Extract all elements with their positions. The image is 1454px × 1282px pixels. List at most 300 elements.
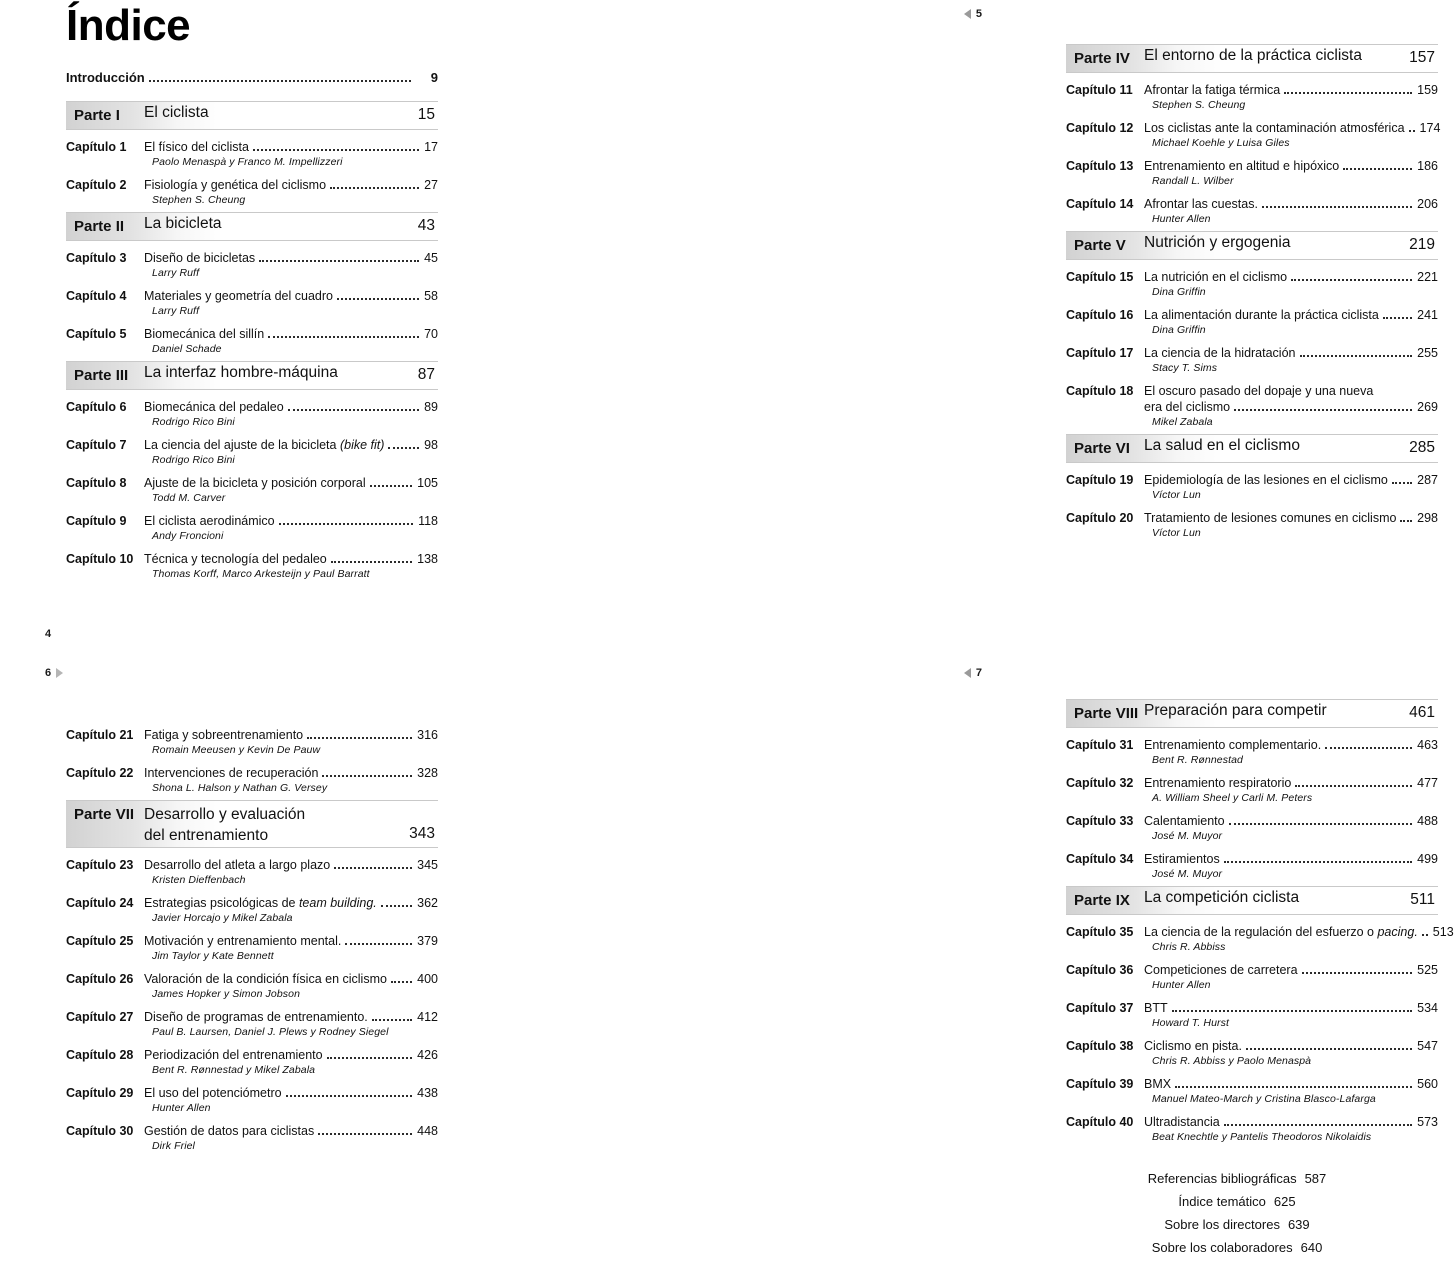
chapter-number: Capítulo 28 <box>66 1048 134 1062</box>
chapter-title: Epidemiología de las lesiones en el ciclismo <box>1144 473 1388 487</box>
leader-dots <box>1284 92 1412 94</box>
chapter-title-line2: era del ciclismo <box>1144 400 1231 414</box>
chevron-left-icon <box>964 668 971 678</box>
chapter-authors: Shona L. Halson y Nathan G. Versey <box>152 782 328 794</box>
chapter-line <box>1066 159 1438 174</box>
chevron-left-icon <box>964 9 971 19</box>
leader-dots <box>318 1133 412 1135</box>
chapter-line <box>1066 511 1438 526</box>
part-title: La bicicleta <box>144 215 222 233</box>
chapter-entry[interactable] <box>1066 159 1438 187</box>
chapter-title: Biomecánica del sillín <box>144 327 265 341</box>
chapter-number: Capítulo 32 <box>1066 776 1134 790</box>
chapter-line <box>66 896 438 911</box>
chapter-number: Capítulo 40 <box>1066 1115 1134 1129</box>
part-header[interactable] <box>1066 231 1438 260</box>
chapter-authors: Dina Griffin <box>1152 286 1206 298</box>
chapter-page: 159 <box>1417 83 1438 97</box>
leader-dots <box>1392 482 1412 484</box>
back-matter-row[interactable] <box>1066 1217 1408 1232</box>
chapter-page: 58 <box>424 289 438 303</box>
chapter-authors: Thomas Korff, Marco Arkesteijn y Paul Barratt <box>152 568 370 580</box>
chapter-authors: Rodrigo Rico Bini <box>152 416 235 428</box>
chapter-line <box>1066 925 1454 940</box>
chapter-entry[interactable] <box>1066 852 1438 880</box>
chapter-line <box>1066 83 1438 98</box>
back-matter-label: Sobre los directores <box>1164 1217 1280 1232</box>
chapter-title: Periodización del entrenamiento <box>144 1048 323 1062</box>
part-header[interactable] <box>66 101 438 130</box>
chapter-entry[interactable] <box>66 728 438 756</box>
chapter-number: Capítulo 12 <box>1066 121 1134 135</box>
leader-dots <box>1302 972 1413 974</box>
back-matter-label: Índice temático <box>1178 1194 1266 1209</box>
chapter-entry[interactable] <box>66 251 438 279</box>
part-header[interactable] <box>1066 44 1438 73</box>
back-matter-page: 625 <box>1273 1194 1296 1209</box>
leader-dots <box>1172 1010 1413 1012</box>
part-number: Parte II <box>74 218 125 235</box>
part-number: Parte I <box>74 107 120 124</box>
leader-dots <box>1262 206 1412 208</box>
part-page: 511 <box>1410 891 1435 908</box>
chapter-title: La ciencia del ajuste de la bicicleta (bike fit) <box>144 438 385 452</box>
part-number: Parte III <box>74 367 129 384</box>
chapter-page: 426 <box>417 1048 438 1062</box>
intro-label: Introducción <box>66 70 145 85</box>
chapter-title: Fatiga y sobreentrenamiento <box>144 728 304 742</box>
part-page: 285 <box>1409 439 1435 456</box>
chapter-number: Capítulo 11 <box>1066 83 1133 97</box>
chapter-entry[interactable] <box>66 289 438 317</box>
chapter-line <box>1066 384 1438 398</box>
chapter-title: El uso del potenciómetro <box>144 1086 282 1100</box>
chapter-authors: Mikel Zabala <box>1152 416 1213 428</box>
part-page: 343 <box>409 825 435 842</box>
chapter-authors: Stephen S. Cheung <box>152 194 246 206</box>
chapter-title: Afrontar la fatiga térmica <box>1144 83 1281 97</box>
chapter-line <box>66 972 438 987</box>
page-number-marker-5 <box>964 8 982 20</box>
chapter-line <box>1066 473 1438 488</box>
chapter-entry[interactable] <box>66 1010 438 1038</box>
chapter-authors: Chris R. Abbiss y Paolo Menaspà <box>1152 1055 1312 1067</box>
chapter-number: Capítulo 39 <box>1066 1077 1134 1091</box>
part-header[interactable] <box>66 800 438 848</box>
chapter-entry[interactable] <box>1066 308 1438 336</box>
chapter-title: Desarrollo del atleta a largo plazo <box>144 858 331 872</box>
chapter-number: Capítulo 24 <box>66 896 134 910</box>
spread-bottom <box>0 655 1454 1282</box>
chapter-page: 17 <box>424 140 438 154</box>
chapter-title: Entrenamiento respiratorio <box>1144 776 1292 790</box>
chapter-number: Capítulo 7 <box>66 438 127 452</box>
chapter-line <box>66 400 438 415</box>
chapter-line <box>1066 1115 1438 1130</box>
chapter-authors: Javier Horcajo y Mikel Zabala <box>152 912 293 924</box>
chapter-line <box>66 476 438 491</box>
chapter-number: Capítulo 29 <box>66 1086 134 1100</box>
page-number-marker-7 <box>964 667 982 679</box>
chapter-title: Los ciclistas ante la contaminación atmosférica <box>1144 121 1405 135</box>
chapter-entry[interactable] <box>1066 1039 1438 1067</box>
leader-dots <box>1383 317 1412 319</box>
chapter-page: 221 <box>1417 270 1438 284</box>
chapter-number: Capítulo 17 <box>1066 346 1134 360</box>
chapter-number: Capítulo 20 <box>1066 511 1134 525</box>
chapter-title: La nutrición en el ciclismo <box>1144 270 1288 284</box>
chapter-entry[interactable] <box>1066 346 1438 374</box>
chapter-title: Materiales y geometría del cuadro <box>144 289 333 303</box>
chapter-title: La ciencia de la hidratación <box>1144 346 1296 360</box>
chapter-number: Capítulo 5 <box>66 327 127 341</box>
chapter-number: Capítulo 25 <box>66 934 134 948</box>
chapter-title: El oscuro pasado del dopaje y una nueva <box>1144 384 1374 398</box>
chapter-entry[interactable] <box>66 934 438 962</box>
chapter-entry[interactable] <box>66 140 438 168</box>
chapter-authors: Bent R. Rønnestad <box>1152 754 1243 766</box>
chapter-authors: Manuel Mateo-March y Cristina Blasco-Lafarga <box>1152 1093 1376 1105</box>
part-number: Parte VI <box>1074 440 1130 457</box>
chapter-page: 316 <box>417 728 438 742</box>
chapter-number: Capítulo 36 <box>1066 963 1134 977</box>
part-number: Parte V <box>1074 237 1126 254</box>
chapter-title: El ciclista aerodinámico <box>144 514 275 528</box>
page-5 <box>500 0 1441 627</box>
chapter-entry[interactable] <box>1066 511 1438 539</box>
leader-dots <box>279 523 413 525</box>
chapter-number: Capítulo 22 <box>66 766 134 780</box>
part-number: Parte VII <box>74 806 135 823</box>
chapter-line <box>1066 197 1438 212</box>
chapter-page: 98 <box>424 438 438 452</box>
page-title: Índice <box>66 1 191 50</box>
page-6 <box>0 655 500 1282</box>
back-matter-page: 587 <box>1304 1171 1327 1186</box>
chapter-number: Capítulo 35 <box>1066 925 1134 939</box>
chapter-line <box>1066 814 1438 829</box>
chapter-entry[interactable] <box>1066 121 1441 149</box>
chapter-title: Estiramientos <box>1144 852 1220 866</box>
chapter-number: Capítulo 6 <box>66 400 127 414</box>
leader-dots <box>1400 520 1412 522</box>
chapter-number: Capítulo 21 <box>66 728 134 742</box>
chapter-title: Motivación y entrenamiento mental. <box>144 934 342 948</box>
chapter-number: Capítulo 8 <box>66 476 127 490</box>
chapter-authors: Jim Taylor y Kate Bennett <box>152 950 274 962</box>
chapter-entry[interactable] <box>1066 738 1438 766</box>
part-header[interactable] <box>1066 886 1438 915</box>
chapter-number: Capítulo 10 <box>66 552 134 566</box>
chapter-title: La alimentación durante la práctica ciclista <box>1144 308 1379 322</box>
chapter-title: Afrontar las cuestas. <box>1144 197 1258 211</box>
page-7 <box>500 655 1454 1282</box>
intro-page: 9 <box>430 70 438 85</box>
back-matter-list <box>1066 1171 1438 1255</box>
chapter-line <box>66 289 438 304</box>
chapter-page: 118 <box>418 514 438 528</box>
chapter-title: Gestión de datos para ciclistas <box>144 1124 315 1138</box>
chapter-line <box>66 251 438 266</box>
chapter-title: Valoración de la condición física en ciclismo <box>144 972 387 986</box>
chapter-number: Capítulo 3 <box>66 251 127 265</box>
chapter-number: Capítulo 18 <box>1066 384 1134 398</box>
leader-dots <box>1409 130 1415 132</box>
chapter-number: Capítulo 13 <box>1066 159 1134 173</box>
intro-row[interactable] <box>66 70 438 95</box>
chapter-line <box>66 1086 438 1101</box>
chapter-page: 298 <box>1417 511 1438 525</box>
chapter-entry[interactable] <box>66 476 438 504</box>
chapter-number: Capítulo 4 <box>66 289 127 303</box>
chapter-line <box>1066 121 1441 136</box>
part-title: El ciclista <box>144 104 209 122</box>
chapter-authors: Daniel Schade <box>152 343 222 355</box>
chapter-entry[interactable] <box>66 1086 438 1114</box>
chapter-authors: Paolo Menaspà y Franco M. Impellizzeri <box>152 156 343 168</box>
chapter-entry[interactable] <box>1066 384 1438 428</box>
chapter-authors: José M. Muyor <box>1152 830 1223 842</box>
page-number-4: 4 <box>45 628 52 640</box>
chapter-entry[interactable] <box>66 1048 438 1076</box>
page-number-7: 7 <box>975 667 982 679</box>
chapter-title: Estrategias psicológicas de team building. <box>144 896 377 910</box>
chapter-line <box>1066 1039 1438 1054</box>
chapter-entry[interactable] <box>1066 1001 1438 1029</box>
back-matter-row[interactable] <box>1066 1240 1408 1255</box>
chapter-entry[interactable] <box>1066 963 1438 991</box>
chapter-authors: Bent R. Rønnestad y Mikel Zabala <box>152 1064 316 1076</box>
chapter-entry[interactable] <box>1066 1115 1438 1143</box>
chapter-page: 174 <box>1419 121 1441 135</box>
chapter-number: Capítulo 15 <box>1066 270 1134 284</box>
chapter-page: 241 <box>1417 308 1438 322</box>
chapter-line <box>1066 963 1438 978</box>
part-header[interactable] <box>66 361 438 390</box>
leader-dots <box>322 775 412 777</box>
chapter-line <box>1066 308 1438 323</box>
chapter-entry[interactable] <box>1066 83 1438 111</box>
chapter-line <box>66 1124 438 1139</box>
chapter-number: Capítulo 2 <box>66 178 127 192</box>
part-page: 461 <box>1409 704 1435 721</box>
part-page: 43 <box>417 217 435 234</box>
chapter-page: 499 <box>1417 852 1438 866</box>
chapter-authors: Dirk Friel <box>152 1140 195 1152</box>
chapter-authors: Larry Ruff <box>152 305 200 317</box>
chapter-page: 287 <box>1417 473 1438 487</box>
leader-dots <box>1224 1124 1412 1126</box>
toc-page-5 <box>1066 38 1441 539</box>
part-page: 87 <box>417 366 435 383</box>
part-page: 157 <box>1409 49 1435 66</box>
part-title: Nutrición y ergogenia <box>1144 234 1291 252</box>
leader-dots <box>1175 1086 1412 1088</box>
leader-dots <box>1234 409 1412 411</box>
leader-dots <box>1343 168 1412 170</box>
chapter-title: Tratamiento de lesiones comunes en ciclismo <box>1144 511 1397 525</box>
chapter-authors: José M. Muyor <box>1152 868 1223 880</box>
chapter-entry[interactable] <box>66 438 438 466</box>
back-matter-page: 639 <box>1287 1217 1310 1232</box>
chapter-line <box>66 1010 438 1025</box>
chapter-line <box>1066 1001 1438 1016</box>
chapter-line <box>1066 346 1438 361</box>
part-header[interactable] <box>1066 699 1438 728</box>
chapter-number: Capítulo 23 <box>66 858 134 872</box>
chapter-authors: A. William Sheel y Carli M. Peters <box>1152 792 1313 804</box>
chapter-title: El físico del ciclista <box>144 140 249 154</box>
leader-dots <box>1224 861 1412 863</box>
chapter-title: Diseño de programas de entrenamiento. <box>144 1010 368 1024</box>
chapter-line <box>66 140 438 155</box>
chapter-number: Capítulo 9 <box>66 514 127 528</box>
chapter-authors: Paul B. Laursen, Daniel J. Plews y Rodney Siegel <box>152 1026 389 1038</box>
chapter-line <box>66 766 438 781</box>
chapter-page: 379 <box>417 934 438 948</box>
chapter-page: 328 <box>417 766 438 780</box>
chapter-page: 488 <box>1417 814 1438 828</box>
leader-dots <box>388 447 419 449</box>
chapter-entry[interactable] <box>66 766 438 794</box>
chapter-line <box>66 1048 438 1063</box>
part-title: El entorno de la práctica ciclista <box>1144 47 1362 65</box>
back-matter-label: Referencias bibliográficas <box>1147 1171 1297 1186</box>
page-number-6: 6 <box>45 667 52 679</box>
chapter-page: 362 <box>417 896 438 910</box>
leader-dots <box>337 298 419 300</box>
chapter-authors: Hunter Allen <box>1152 213 1211 225</box>
chapter-line <box>1066 852 1438 867</box>
chapter-entry[interactable] <box>66 327 438 355</box>
leader-dots <box>1295 785 1412 787</box>
chapter-title: Calentamiento <box>1144 814 1225 828</box>
chapter-authors: James Hopker y Simon Jobson <box>152 988 301 1000</box>
chapter-title: Diseño de bicicletas <box>144 251 256 265</box>
chapter-authors: Randall L. Wilber <box>1152 175 1234 187</box>
chapter-page: 534 <box>1417 1001 1438 1015</box>
leader-dots <box>288 409 419 411</box>
chapter-title: Entrenamiento en altitud e hipóxico <box>1144 159 1340 173</box>
chapter-authors: Beat Knechtle y Pantelis Theodoros Nikolaidis <box>1152 1131 1372 1143</box>
leader-dots <box>331 561 412 563</box>
chapter-title: Competiciones de carretera <box>1144 963 1298 977</box>
page-number-5: 5 <box>975 8 982 20</box>
chapter-number: Capítulo 30 <box>66 1124 134 1138</box>
chapter-entry[interactable] <box>66 1124 438 1152</box>
chapter-page: 513 <box>1432 925 1454 939</box>
part-number: Parte VIII <box>1074 705 1139 722</box>
chapter-entry[interactable] <box>66 896 438 924</box>
chapter-entry[interactable] <box>66 400 438 428</box>
chapter-authors: Víctor Lun <box>1152 489 1201 501</box>
chapter-line <box>66 327 438 342</box>
chapter-entry[interactable] <box>66 552 438 580</box>
chapter-authors: Stacy T. Sims <box>1152 362 1218 374</box>
part-header[interactable] <box>1066 434 1438 463</box>
chapter-page: 27 <box>424 178 438 192</box>
leader-dots <box>1325 747 1412 749</box>
chapter-authors: Hunter Allen <box>152 1102 211 1114</box>
leader-dots <box>1300 355 1413 357</box>
chapter-title: Entrenamiento complementario. <box>1144 738 1322 752</box>
chapter-number: Capítulo 34 <box>1066 852 1134 866</box>
chapter-entry[interactable] <box>1066 473 1438 501</box>
page-number-marker-6 <box>45 667 63 679</box>
leader-dots <box>149 80 411 82</box>
chapter-authors: Hunter Allen <box>1152 979 1211 991</box>
chapter-number: Capítulo 14 <box>1066 197 1134 211</box>
chapter-authors: Rodrigo Rico Bini <box>152 454 235 466</box>
chapter-title: Ajuste de la bicicleta y posición corporal <box>144 476 366 490</box>
chapter-entry[interactable] <box>1066 776 1438 804</box>
chapter-page: 186 <box>1417 159 1438 173</box>
chapter-line <box>66 514 438 529</box>
toc-page-7 <box>1066 693 1454 1255</box>
chapter-title: Intervenciones de recuperación <box>144 766 319 780</box>
chapter-entry[interactable] <box>66 858 438 886</box>
chapter-line <box>66 858 438 873</box>
leader-dots <box>307 737 412 739</box>
chapter-line-continued <box>1066 400 1438 415</box>
chapter-entry[interactable] <box>1066 925 1454 953</box>
chevron-right-icon <box>56 668 63 678</box>
chapter-entry[interactable] <box>1066 814 1438 842</box>
chapter-authors: Larry Ruff <box>152 267 200 279</box>
part-number: Parte IX <box>1074 892 1130 909</box>
chapter-number: Capítulo 33 <box>1066 814 1134 828</box>
leader-dots <box>1422 934 1428 936</box>
chapter-entry[interactable] <box>66 972 438 1000</box>
chapter-line <box>66 934 438 949</box>
chapter-entry[interactable] <box>66 178 438 206</box>
chapter-line <box>66 178 438 193</box>
chapter-number: Capítulo 38 <box>1066 1039 1134 1053</box>
part-title: La interfaz hombre-máquina <box>144 364 338 382</box>
chapter-number: Capítulo 16 <box>1066 308 1134 322</box>
part-header[interactable] <box>66 212 438 241</box>
chapter-page: 448 <box>417 1124 438 1138</box>
back-matter-row[interactable] <box>1066 1171 1408 1186</box>
part-number: Parte IV <box>1074 50 1130 67</box>
chapter-authors: Kristen Dieffenbach <box>152 874 246 886</box>
page-4 <box>0 0 500 640</box>
leader-dots <box>345 943 412 945</box>
leader-dots <box>330 187 419 189</box>
chapter-entry[interactable] <box>66 514 438 542</box>
chapter-page: 269 <box>1417 400 1438 414</box>
leader-dots <box>334 867 412 869</box>
back-matter-page: 640 <box>1300 1240 1323 1255</box>
part-page: 219 <box>1409 236 1435 253</box>
chapter-page: 70 <box>424 327 438 341</box>
part-title: Desarrollo y evaluación del entrenamiento <box>144 806 306 844</box>
chapter-authors: Stephen S. Cheung <box>1152 99 1246 111</box>
chapter-page: 45 <box>424 251 438 265</box>
leader-dots <box>253 149 419 151</box>
chapter-page: 438 <box>417 1086 438 1100</box>
chapter-line <box>66 438 438 453</box>
chapter-title: Biomecánica del pedaleo <box>144 400 284 414</box>
chapter-line <box>1066 776 1438 791</box>
back-matter-row[interactable] <box>1066 1194 1408 1209</box>
chapter-line <box>66 552 438 567</box>
chapter-entry[interactable] <box>1066 270 1438 298</box>
chapter-entry[interactable] <box>1066 197 1438 225</box>
chapter-page: 255 <box>1417 346 1438 360</box>
chapter-page: 400 <box>417 972 438 986</box>
chapter-entry[interactable] <box>1066 1077 1438 1105</box>
